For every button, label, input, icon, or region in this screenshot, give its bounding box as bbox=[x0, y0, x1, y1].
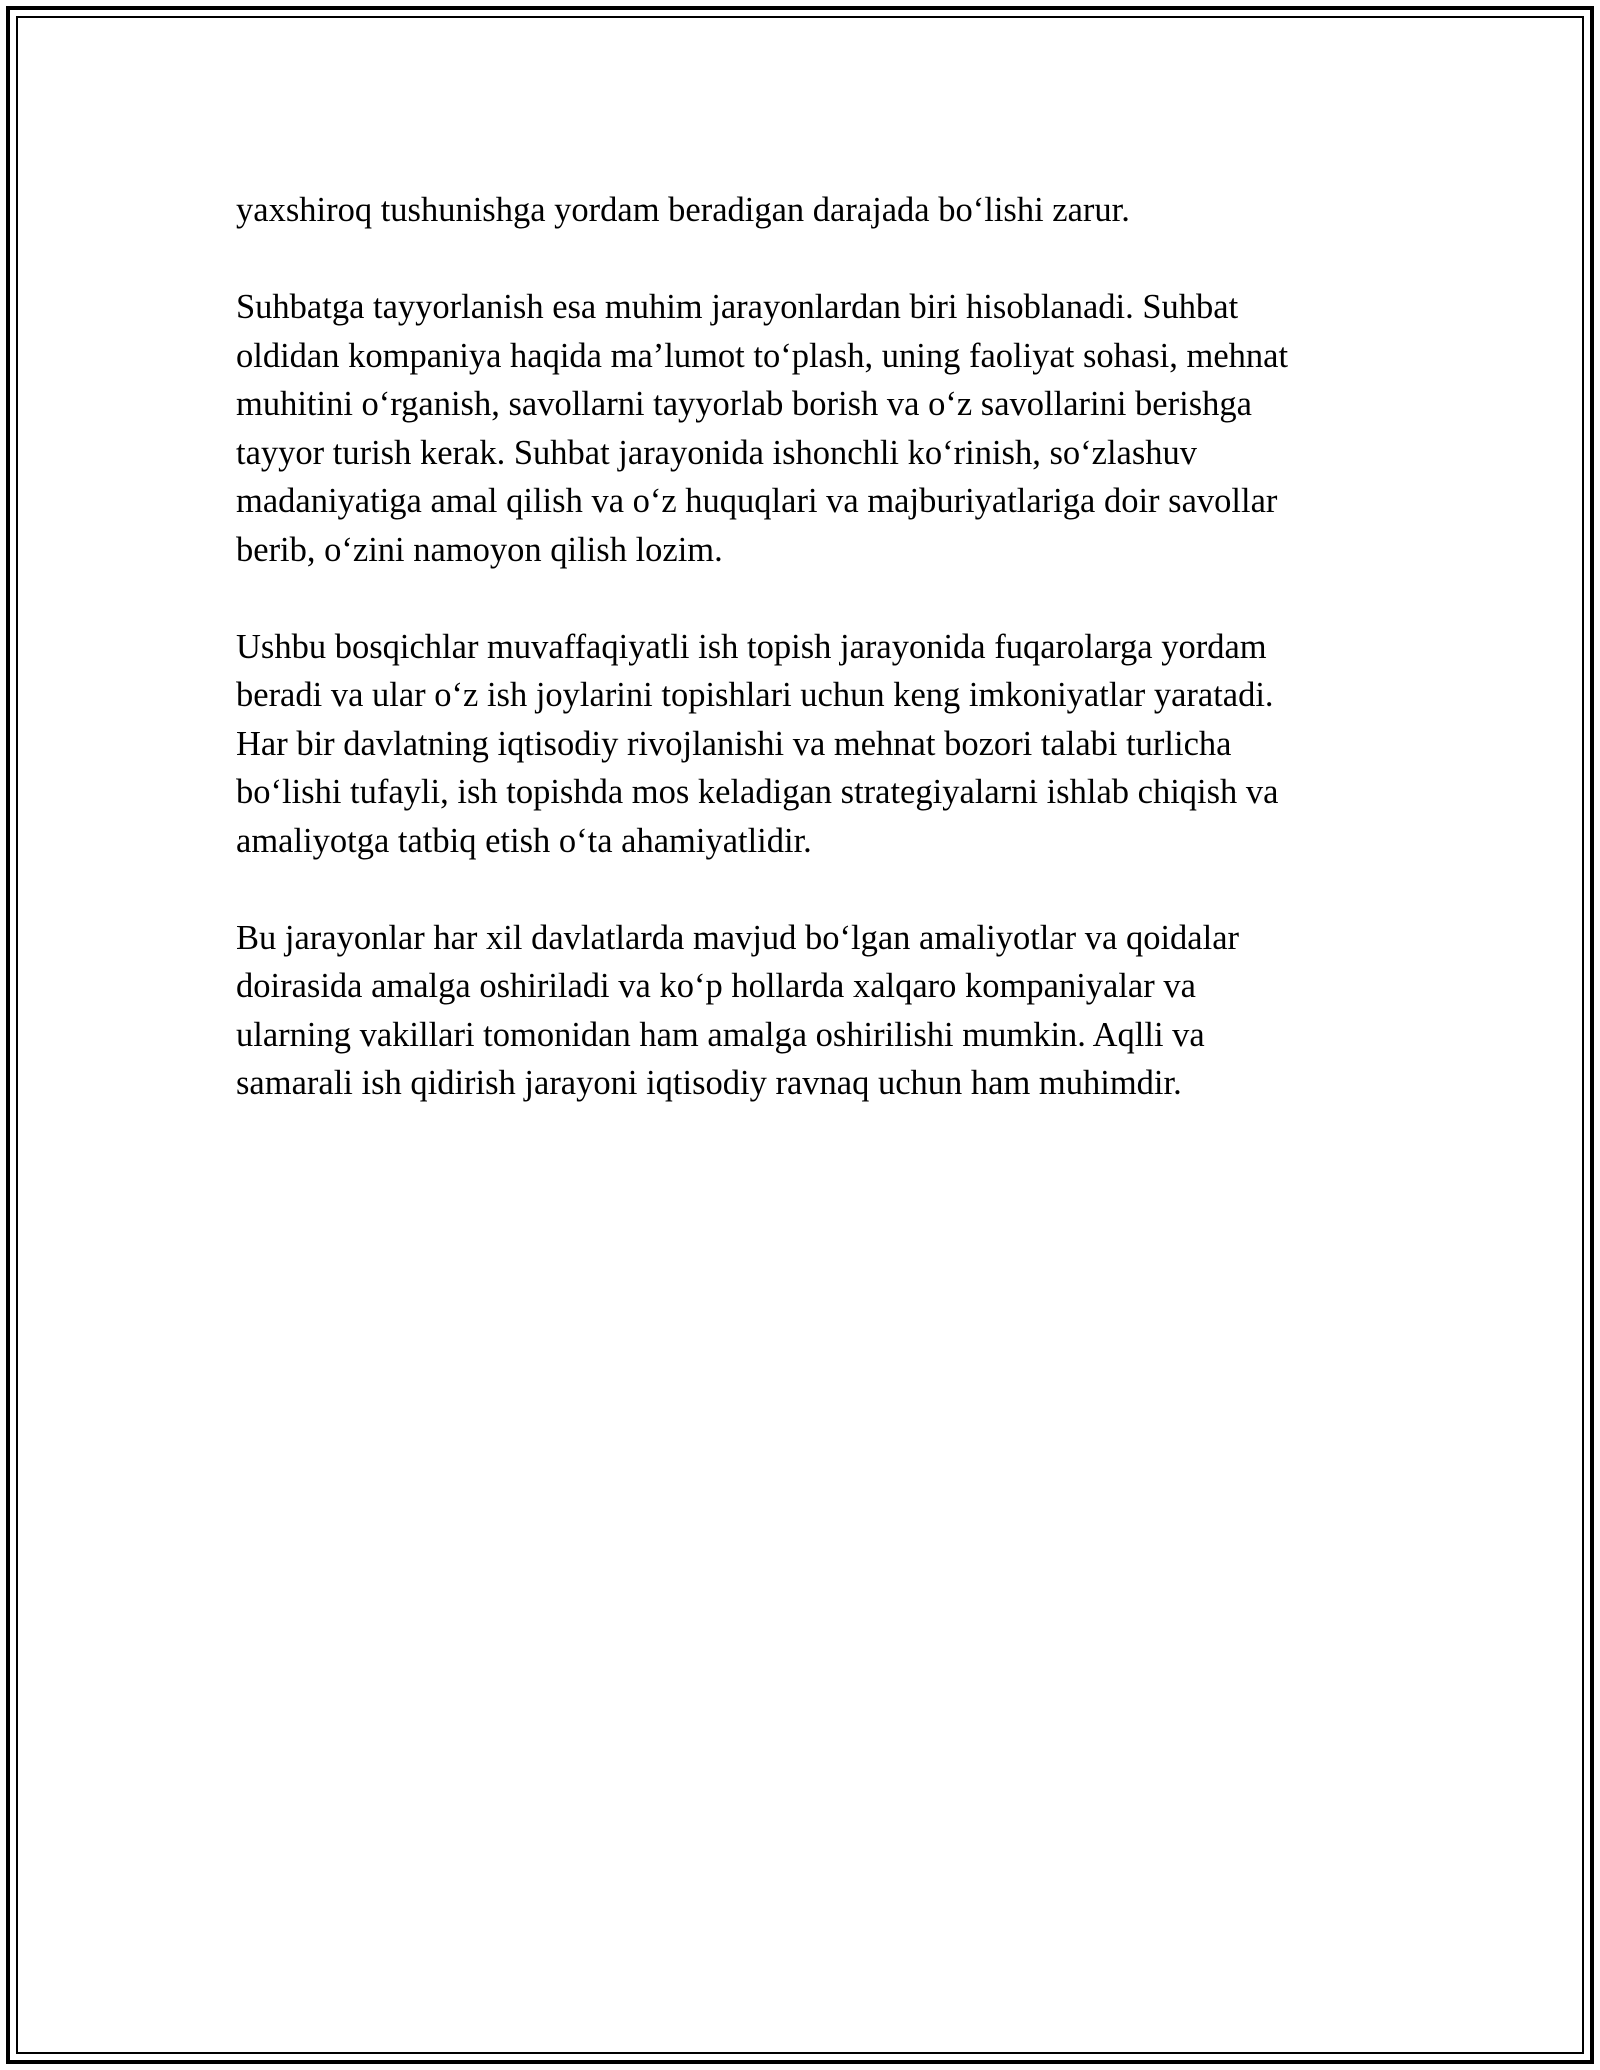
document-body bbox=[236, 186, 1376, 1156]
paragraph-2: Suhbatga tayyorlanish esa muhim jarayonlardan biri hisoblanadi. Suhbat oldidan kompaniya haqida ma’lumot to‘plash, uning faoliyat sohasi, mehnat muhitini o‘rganish, savollarni tayyorlab borish va o‘z savollarini berishga tayyor turish kerak. Suhbat jarayonida ishonchli ko‘rinish, so‘zlashuv madaniyatiga amal qilish va o‘z huquqlari va majburiyatlariga doir savollar berib, o‘zini namoyon qilish lozim. bbox=[236, 288, 1289, 569]
paragraph-1: yaxshiroq tushunishga yordam beradigan darajada bo‘lishi zarur. bbox=[236, 191, 1130, 229]
paragraph-3: Ushbu bosqichlar muvaffaqiyatli ish topish jarayonida fuqarolarga yordam beradi va ular o‘z ish joylarini topishlari uchun keng imkoniyatlar yaratadi. Har bir davlatning iqtisodiy rivojlanishi va mehnat bozori talabi turlicha bo‘lishi tufayli, ish topishda mos keladigan strategiyalarni ishlab chiqish va amaliyotga tatbiq etish o‘ta ahamiyatlidir. bbox=[236, 627, 1279, 860]
paragraph-4: Bu jarayonlar har xil davlatlarda mavjud bo‘lgan amaliyotlar va qoidalar doirasida amalga oshiriladi va ko‘p hollarda xalqaro kompaniyalar va ularning vakillari tomonidan ham amalga oshirilishi mumkin. Aqlli va samarali ish qidirish jarayoni iqtisodiy ravnaq uchun ham muhimdir. bbox=[236, 918, 1240, 1102]
